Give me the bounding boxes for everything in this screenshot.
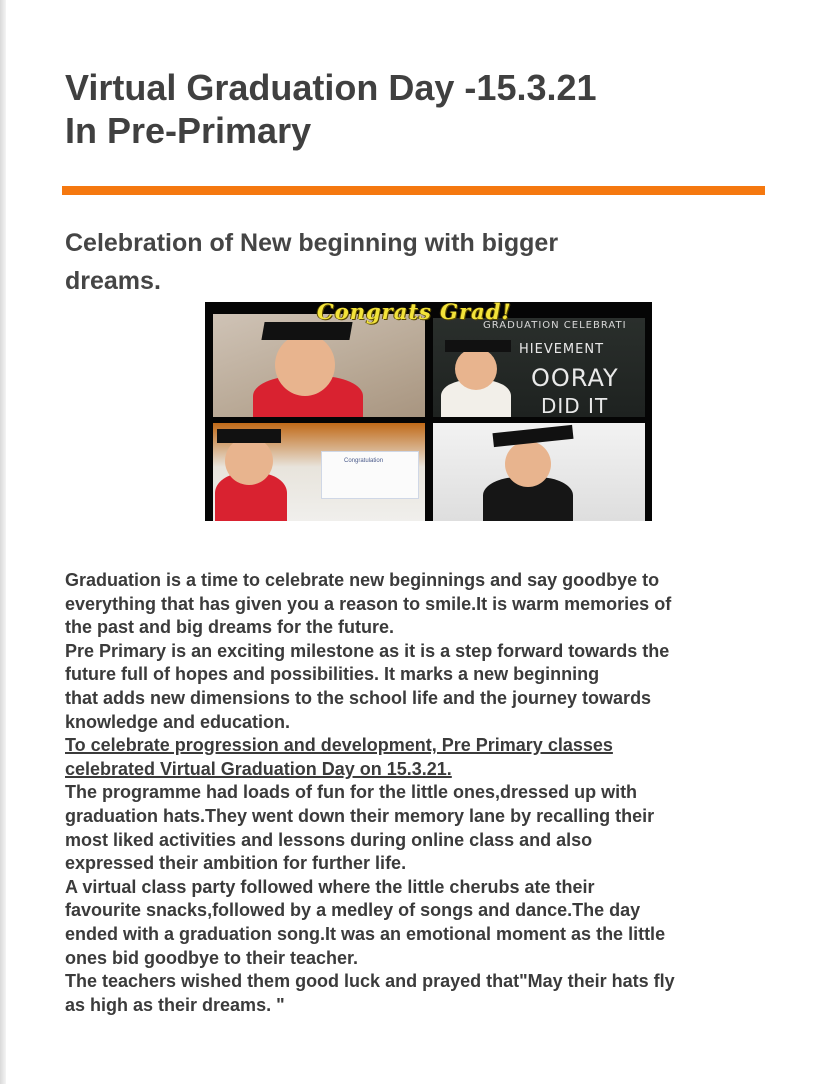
article-body xyxy=(65,569,777,1017)
graduation-photo-collage xyxy=(205,302,652,521)
body-line: graduation hats.They went down their memory lane by recalling their xyxy=(65,805,655,826)
body-line: the past and big dreams for the future. xyxy=(65,617,395,638)
page-title xyxy=(65,66,785,152)
body-line: future full of hopes and possibilities. It marks a new beginning xyxy=(65,664,600,685)
board-text-2: HIEVEMENT xyxy=(519,342,605,357)
body-line: The programme had loads of fun for the little ones,dressed up with xyxy=(65,782,638,803)
photo-child-certificate xyxy=(213,423,425,521)
body-line: everything that has given you a reason to smile.It is warm memories of xyxy=(65,593,672,614)
board-text-4: DID IT xyxy=(541,394,609,417)
body-line: Graduation is a time to celebrate new beginnings and say goodbye to xyxy=(65,570,660,590)
photo-child-chalkboard xyxy=(433,318,645,417)
board-text-1: GRADUATION CELEBRATI xyxy=(483,320,627,331)
subtitle-line-1: Celebration of New beginning with bigger xyxy=(65,229,559,257)
body-line-underlined: To celebrate progression and development, Pre Primary classes xyxy=(65,735,613,756)
title-line-2: In Pre-Primary xyxy=(65,110,312,151)
body-line: The teachers wished them good luck and prayed that"May their hats fly xyxy=(65,971,675,992)
body-line: that adds new dimensions to the school life and the journey towards xyxy=(65,687,652,708)
body-line: knowledge and education. xyxy=(65,711,291,732)
subtitle-line-2: dreams. xyxy=(65,267,161,295)
body-line: favourite snacks,followed by a medley of songs and dance.The day xyxy=(65,900,641,921)
collage-banner: Congrats Grad! xyxy=(317,302,512,324)
body-line: as high as their dreams. " xyxy=(65,994,285,1015)
subtitle xyxy=(65,224,705,300)
photo-child-red-shirt xyxy=(213,314,425,417)
certificate-text: Congratulation xyxy=(344,458,384,464)
body-line: Pre Primary is an exciting milestone as it is a step forward towards the xyxy=(65,640,670,661)
photo-child-black-outfit xyxy=(433,423,645,521)
body-line: ended with a graduation song.It was an emotional moment as the little xyxy=(65,923,666,944)
body-line: A virtual class party followed where the little cherubs ate their xyxy=(65,876,595,897)
title-line-1: Virtual Graduation Day -15.3.21 xyxy=(65,67,597,108)
body-line: expressed their ambition for further life. xyxy=(65,853,407,874)
certificate-card xyxy=(321,451,419,499)
body-line-underlined: celebrated Virtual Graduation Day on 15.3.21. xyxy=(65,758,452,779)
body-line: most liked activities and lessons during online class and also xyxy=(65,829,593,850)
orange-divider xyxy=(62,186,765,195)
board-text-3: OORAY xyxy=(531,364,619,392)
page-left-edge xyxy=(0,0,6,1084)
body-line: ones bid goodbye to their teacher. xyxy=(65,947,359,968)
